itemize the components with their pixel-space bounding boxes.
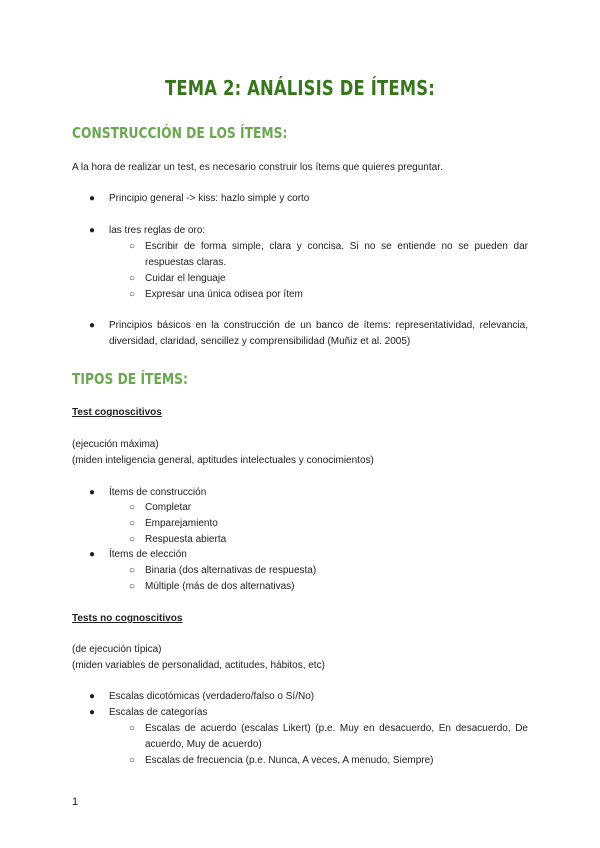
intro-paragraph: A la hora de realizar un test, es necesario construir los ítems que quieres preguntar. xyxy=(72,162,443,173)
bullet-dot: ● xyxy=(89,193,96,204)
list-item: Emparejamiento xyxy=(145,518,218,529)
bullet-dot: ● xyxy=(89,320,96,331)
list-item: Cuidar el lenguaje xyxy=(145,273,226,284)
page-number: 1 xyxy=(72,796,79,808)
circle-bullet: ○ xyxy=(129,755,136,766)
list-item: Binaria (dos alternativas de respuesta) xyxy=(145,565,317,576)
bullet-dot: ● xyxy=(89,225,96,236)
circle-bullet: ○ xyxy=(129,289,136,300)
circle-bullet: ○ xyxy=(129,273,136,284)
list-item: Escalas dicotómicas (verdadero/falso o Sí/No) xyxy=(109,691,315,702)
list-item: Escalas de categorías xyxy=(109,707,208,718)
section-heading-construccion: CONSTRUCCIÓN DE LOS ÍTEMS: xyxy=(72,124,288,142)
text-line: (miden variables de personalidad, actitudes, hábitos, etc) xyxy=(72,660,325,671)
bullet-dot: ● xyxy=(89,707,96,718)
circle-bullet: ○ xyxy=(129,534,136,545)
list-item: Escalas de acuerdo (escalas Likert) (p.e. Muy en desacuerdo, En desacuerdo, De acuerdo, Muy de acuerdo) xyxy=(145,723,528,750)
bullet-dot: ● xyxy=(89,487,96,498)
list-item: Principios básicos en la construcción de un banco de ítems: representatividad, relevancia, diversidad, claridad, sencillez y comprensibilidad (Muñiz et al. 2005) xyxy=(109,320,528,347)
list-item: Respuesta abierta xyxy=(145,534,227,545)
text-line: (miden inteligencia general, aptitudes intelectuales y conocimientos) xyxy=(72,455,374,466)
bullet-dot: ● xyxy=(89,549,96,560)
circle-bullet: ○ xyxy=(129,581,136,592)
list-item: Completar xyxy=(145,502,192,513)
list-item: Expresar una única odisea por ítem xyxy=(145,289,303,300)
text-line: (ejecución máxima) xyxy=(72,439,159,450)
circle-bullet: ○ xyxy=(129,502,136,513)
list-item: Múltiple (más de dos alternativas) xyxy=(145,581,295,592)
section-heading-tipos: TIPOS DE ÍTEMS: xyxy=(72,370,188,388)
list-item: Ítems de construcción xyxy=(109,487,207,498)
subheading-cognoscitivos: Test cognoscitivos xyxy=(72,407,162,418)
list-item: Escribir de forma simple, clara y concisa. Si no se entiende no se pueden dar respuestas claras. xyxy=(145,241,528,268)
list-item: las tres reglas de oro: xyxy=(109,225,206,236)
list-item: Principio general -> kiss: hazlo simple y corto xyxy=(109,193,310,204)
page-title: TEMA 2: ANÁLISIS DE ÍTEMS: xyxy=(165,76,435,100)
circle-bullet: ○ xyxy=(129,241,136,252)
circle-bullet: ○ xyxy=(129,565,136,576)
circle-bullet: ○ xyxy=(129,723,136,734)
text-line: (de ejecución típica) xyxy=(72,644,162,655)
bullet-dot: ● xyxy=(89,691,96,702)
subheading-no-cognoscitivos: Tests no cognoscitivos xyxy=(72,613,183,624)
list-item: Ítems de elección xyxy=(109,549,187,560)
circle-bullet: ○ xyxy=(129,518,136,529)
list-item: Escalas de frecuencia (p.e. Nunca, A veces, A menudo, Siempre) xyxy=(145,755,434,766)
